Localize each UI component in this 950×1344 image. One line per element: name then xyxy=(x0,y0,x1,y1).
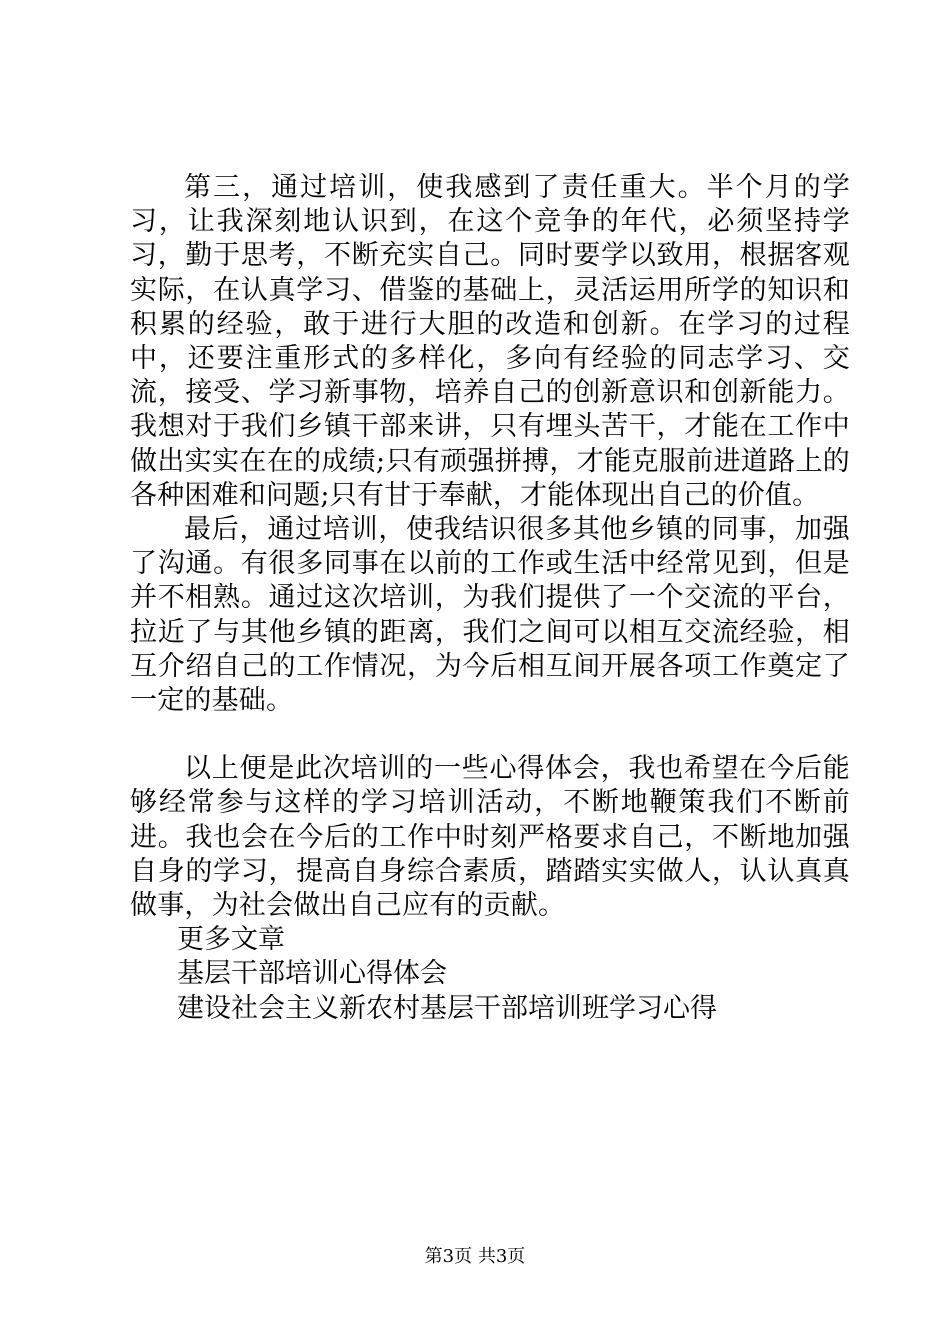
more-articles-heading: 更多文章 xyxy=(177,924,285,956)
more-articles-link[interactable]: 基层干部培训心得体会 xyxy=(177,958,447,990)
document-body xyxy=(130,171,850,1026)
more-articles-list xyxy=(130,923,850,1026)
paragraph-conclusion: 以上便是此次培训的一些心得体会，我也希望在今后能够经常参与这样的学习培训活动，不断地鞭策我们不断前进。我也会在今后的工作中时刻严格要求自己，不断地加强自身的学习，提高自身综合素质，踏踏实实做人，认认真真做事，为社会做出自己应有的贡献。 xyxy=(130,753,850,922)
page-number-footer: 第3页 共3页 xyxy=(424,1246,526,1267)
more-articles-link[interactable]: 建设社会主义新农村基层干部培训班学习心得 xyxy=(177,992,717,1024)
paragraph-finally: 最后，通过培训，使我结识很多其他乡镇的同事，加强了沟通。有很多同事在以前的工作或生活中经常见到，但是并不相熟。通过这次培训，为我们提供了一个交流的平台，拉近了与其他乡镇的距离，我们之间可以相互交流经验，相互介绍自己的工作情况，为今后相互间开展各项工作奠定了一定的基础。 xyxy=(130,514,850,717)
paragraph-third-point: 第三，通过培训，使我感到了责任重大。半个月的学习，让我深刻地认识到，在这个竞争的年代，必须坚持学习，勤于思考，不断充实自己。同时要学以致用，根据客观实际，在认真学习、借鉴的基础上，灵活运用所学的知识和积累的经验，敢于进行大胆的改造和创新。在学习的过程中，还要注重形式的多样化，多向有经验的同志学习、交流，接受、学习新事物，培养自己的创新意识和创新能力。我想对于我们乡镇干部来讲，只有埋头苦干，才能在工作中做出实实在在的成绩;只有顽强拼搏，才能克服前进道路上的各种困难和问题;只有甘于奉献，才能体现出自己的价值。 xyxy=(130,172,850,511)
